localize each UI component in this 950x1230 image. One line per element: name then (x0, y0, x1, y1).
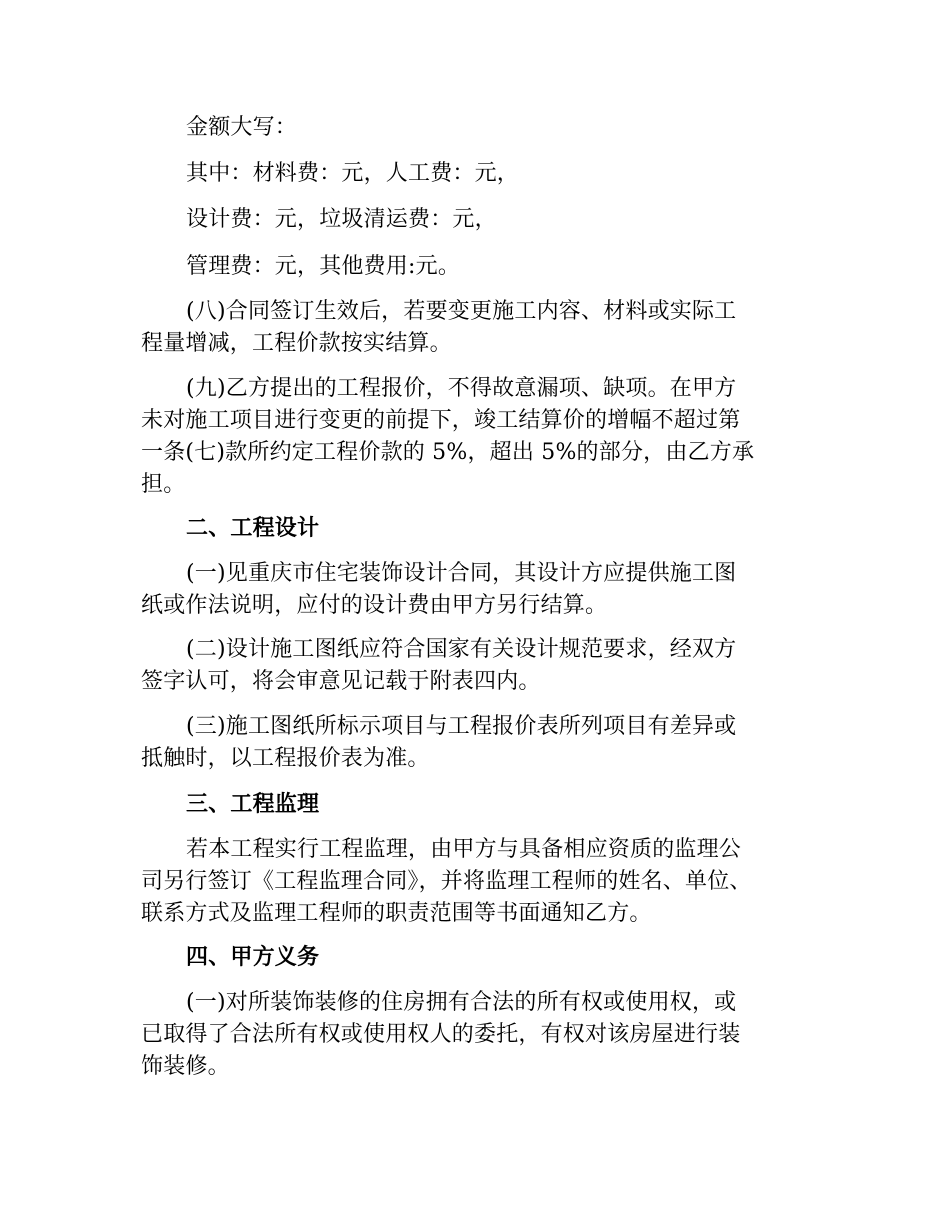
paragraph-line: (九)乙方提出的工程报价，不得故意漏项、缺项。在甲方 (186, 376, 737, 401)
section-heading-engineering-design: 二、工程设计 (186, 515, 320, 541)
paragraph-line: 程量增减，工程价款按实结算。 (141, 331, 452, 356)
paragraph-line: (一)对所装饰装修的住房拥有合法的所有权或使用权，或 (186, 990, 737, 1015)
paragraph-line: (一)见重庆市住宅装饰设计合同，其设计方应提供施工图 (186, 561, 737, 586)
paragraph-line: 联系方式及监理工程师的职责范围等书面通知乙方。 (141, 901, 652, 926)
design-waste-fee-line: 设计费：元，垃圾清运费：元， (186, 207, 497, 232)
paragraph-line: (二)设计施工图纸应符合国家有关设计规范要求，经双方 (186, 637, 737, 662)
amount-in-words-line: 金额大写： (186, 115, 298, 140)
management-other-fee-line: 管理费：元，其他费用:元。 (186, 254, 461, 279)
paragraph-line: (三)施工图纸所标示项目与工程报价表所列项目有差异或 (186, 714, 737, 739)
paragraph-line: 若本工程实行工程监理，由甲方与具备相应资质的监理公 (186, 837, 742, 862)
paragraph-line: 担。 (141, 472, 186, 497)
paragraph-line: (八)合同签订生效后，若要变更施工内容、材料或实际工 (186, 299, 737, 324)
section-heading-engineering-supervision: 三、工程监理 (186, 791, 320, 817)
paragraph-line: 未对施工项目进行变更的前提下，竣工结算价的增幅不超过第 (141, 408, 741, 433)
paragraph-line: 已取得了合法所有权或使用权人的委托，有权对该房屋进行装 (141, 1022, 741, 1047)
section-heading-party-a-obligations: 四、甲方义务 (186, 944, 320, 970)
paragraph-line: 饰装修。 (141, 1054, 230, 1079)
paragraph-line: 抵触时，以工程报价表为准。 (141, 746, 430, 771)
paragraph-line: 签字认可，将会审意见记载于附表四内。 (141, 669, 541, 694)
paragraph-line: 纸或作法说明，应付的设计费由甲方另行结算。 (141, 593, 608, 618)
paragraph-line: 司另行签订《工程监理合同》，并将监理工程师的姓名、单位、 (141, 869, 752, 894)
material-labor-fee-line: 其中：材料费：元，人工费：元， (186, 161, 520, 186)
paragraph-line: 一条(七)款所约定工程价款的 5%，超出 5%的部分，由乙方承 (141, 440, 755, 465)
